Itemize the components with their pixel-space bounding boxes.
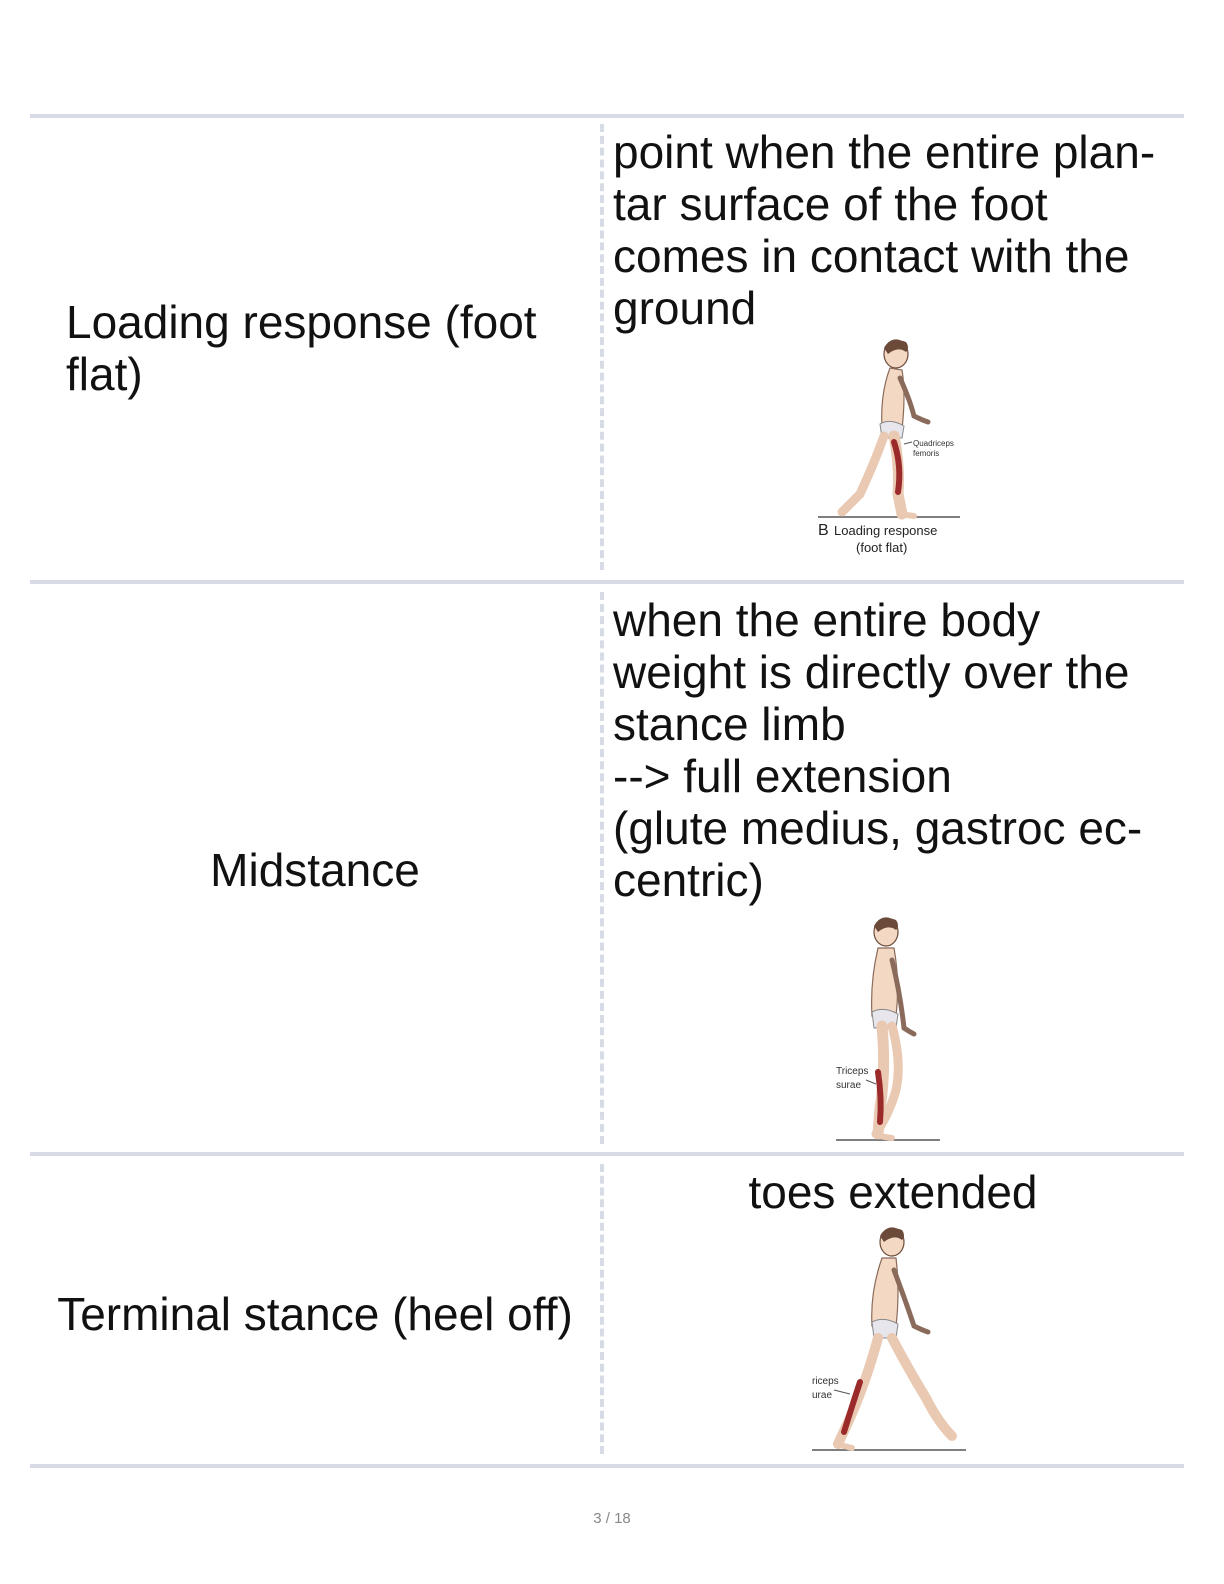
page-indicator: 3 / 18 <box>593 1510 631 1527</box>
caption-line-2: (foot flat) <box>856 540 908 555</box>
surae-label-partial: urae <box>812 1390 833 1401</box>
triceps-label-partial: riceps <box>812 1376 839 1387</box>
femoris-label: femoris <box>913 449 940 458</box>
surae-label: surae <box>836 1080 862 1091</box>
card-divider-top <box>30 114 1184 118</box>
midstance-figure <box>830 912 950 1148</box>
triceps-label: Triceps <box>836 1066 869 1077</box>
caption-line-1: Loading response <box>834 523 938 538</box>
column-divider-3 <box>600 1164 604 1454</box>
quadriceps-label: Quadriceps <box>913 439 954 448</box>
loading-response-figure <box>810 334 970 564</box>
terminal-stance-figure <box>806 1222 972 1458</box>
term-terminal-stance: Terminal stance (heel off) <box>57 1288 573 1340</box>
column-divider-2 <box>600 592 604 1144</box>
card-divider-bottom <box>30 1464 1184 1468</box>
column-divider-1 <box>600 124 604 570</box>
term-midstance: Midstance <box>210 844 420 896</box>
card-divider-1 <box>30 580 1184 584</box>
definition-midstance: when the entire body weight is directly over the stance limb --> full extension (glute medius, gastroc ec- centric) <box>613 594 1143 906</box>
caption-letter: B <box>818 522 829 539</box>
term-loading-response: Loading response (foot flat) <box>66 296 537 400</box>
definition-terminal-stance: toes extended <box>748 1166 1038 1218</box>
card-divider-2 <box>30 1152 1184 1156</box>
definition-loading-response: point when the entire plan- tar surface of the foot comes in contact with the ground <box>613 126 1156 334</box>
